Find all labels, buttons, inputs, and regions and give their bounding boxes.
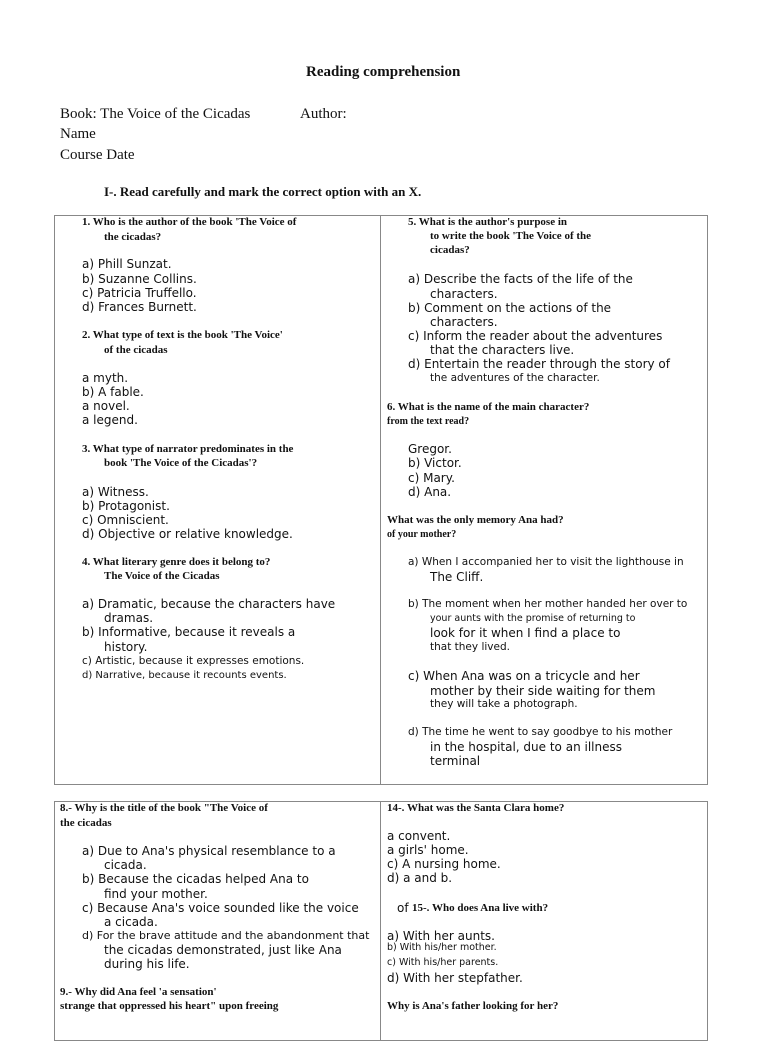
q5-option-b-cont: characters. (430, 315, 498, 329)
q7-option-d[interactable]: d) The time he went to say goodbye to his mother (408, 726, 673, 738)
name-label: Name (60, 126, 96, 142)
q8-option-d-cont: the cicadas demonstrated, just like Ana (104, 943, 342, 957)
q1-text-cont: the cicadas? (104, 231, 162, 243)
q15-text: 15-. Who does Ana live with? (412, 902, 549, 914)
q2-text: 2. What type of text is the book 'The Voice' (82, 329, 283, 341)
author-label: Author: (300, 106, 347, 122)
q7-option-b-cont3: that they lived. (430, 641, 510, 653)
q2-option-b[interactable]: b) A fable. (82, 385, 144, 399)
q5-option-d-cont: the adventures of the character. (430, 372, 600, 384)
q7-text: What was the only memory Ana had? (387, 514, 564, 526)
table-divider-2 (380, 801, 381, 1041)
q14-option-a[interactable]: a convent. (387, 829, 451, 843)
q4-option-c[interactable]: c) Artistic, because it expresses emotions. (82, 655, 305, 667)
course-date-label: Course Date (60, 147, 135, 163)
q8-text: 8.- Why is the title of the book "The Voice of (60, 802, 268, 814)
q3-text: 3. What type of narrator predominates in the (82, 443, 294, 455)
q6-text: 6. What is the name of the main character? (387, 401, 590, 413)
q3-option-a[interactable]: a) Witness. (82, 485, 149, 499)
q7-option-a-cont: The Cliff. (430, 570, 484, 584)
q4-option-b-cont: history. (104, 640, 148, 654)
q5-option-a-cont: characters. (430, 287, 498, 301)
q8-option-d-cont2: during his life. (104, 957, 190, 971)
q8-option-a-cont: cicada. (104, 858, 147, 872)
q7-option-c-cont: mother by their side waiting for them (430, 684, 656, 698)
q1-text: 1. Who is the author of the book 'The Voice of (82, 216, 297, 228)
q9-text: 9.- Why did Ana feel 'a sensation' (60, 986, 217, 998)
q8-option-c[interactable]: c) Because Ana's voice sounded like the voice (82, 901, 359, 915)
q14-text: 14-. What was the Santa Clara home? (387, 802, 565, 814)
q15-option-d[interactable]: d) With her stepfather. (387, 971, 523, 985)
book-label: Book: The Voice of the Cicadas (60, 106, 251, 122)
q5-option-c[interactable]: c) Inform the reader about the adventures (408, 329, 663, 343)
q15-prefix: of (397, 901, 409, 915)
q4-option-a-cont: dramas. (104, 611, 154, 625)
q5-option-b[interactable]: b) Comment on the actions of the (408, 301, 612, 315)
table-divider (380, 215, 381, 785)
q2-option-d[interactable]: a legend. (82, 413, 138, 427)
q9-text-cont: strange that oppressed his heart" upon freeing (60, 1000, 279, 1012)
q3-option-d[interactable]: d) Objective or relative knowledge. (82, 527, 293, 541)
q15-option-a[interactable]: a) With her aunts. (387, 929, 495, 943)
q5-text: 5. What is the author's purpose in (408, 216, 568, 228)
q6-text-cont: from the text read? (387, 416, 470, 427)
q6-option-d[interactable]: d) Ana. (408, 485, 452, 499)
q2-option-a[interactable]: a myth. (82, 371, 129, 385)
q7-option-b[interactable]: b) The moment when her mother handed her over to (408, 598, 688, 610)
q3-option-b[interactable]: b) Protagonist. (82, 499, 170, 513)
page-title: Reading comprehension (306, 64, 461, 80)
q4-text-cont: The Voice of the Cicadas (104, 570, 220, 582)
q1-option-c[interactable]: c) Patricia Truffello. (82, 286, 197, 300)
q7-option-d-cont: in the hospital, due to an illness (430, 740, 622, 754)
q8-text-cont: the cicadas (60, 817, 112, 829)
q4-option-d[interactable]: d) Narrative, because it recounts events. (82, 670, 287, 681)
q1-option-a[interactable]: a) Phill Sunzat. (82, 257, 172, 271)
q16-text: Why is Ana's father looking for her? (387, 1000, 559, 1012)
q8-option-c-cont: a cicada. (104, 915, 158, 929)
q14-option-b[interactable]: a girls' home. (387, 843, 469, 857)
q6-option-a[interactable]: Gregor. (408, 442, 452, 456)
q5-text-cont: to write the book 'The Voice of the (430, 230, 592, 242)
q1-option-b[interactable]: b) Suzanne Collins. (82, 272, 197, 286)
q14-option-d[interactable]: d) a and b. (387, 871, 453, 885)
q15-option-c[interactable]: c) With his/her parents. (387, 957, 499, 968)
q5-text-cont2: cicadas? (430, 244, 470, 256)
q8-option-b[interactable]: b) Because the cicadas helped Ana to (82, 872, 309, 886)
q8-option-b-cont: find your mother. (104, 887, 208, 901)
q7-option-b-cont: your aunts with the promise of returning to (430, 613, 636, 624)
q14-option-c[interactable]: c) A nursing home. (387, 857, 501, 871)
q7-option-b-cont2: look for it when I find a place to (430, 626, 621, 640)
q7-text-cont: of your mother? (387, 529, 457, 540)
q7-option-c[interactable]: c) When Ana was on a tricycle and her (408, 669, 640, 683)
q2-option-c[interactable]: a novel. (82, 399, 130, 413)
q2-text-cont: of the cicadas (104, 344, 168, 356)
q3-text-cont: book 'The Voice of the Cicadas'? (104, 457, 258, 469)
q15-option-b[interactable]: b) With his/her mother. (387, 942, 497, 953)
q4-text: 4. What literary genre does it belong to? (82, 556, 271, 568)
q5-option-c-cont: that the characters live. (430, 343, 575, 357)
q4-option-b[interactable]: b) Informative, because it reveals a (82, 625, 296, 639)
q6-option-b[interactable]: b) Victor. (408, 456, 462, 470)
q7-option-d-cont2: terminal (430, 754, 481, 768)
q7-option-a[interactable]: a) When I accompanied her to visit the lighthouse in (408, 556, 684, 568)
q8-option-d[interactable]: d) For the brave attitude and the abandonment that (82, 929, 370, 942)
instruction: I-. Read carefully and mark the correct option with an X. (104, 184, 422, 199)
q6-option-c[interactable]: c) Mary. (408, 471, 455, 485)
q5-option-a[interactable]: a) Describe the facts of the life of the (408, 272, 633, 286)
q3-option-c[interactable]: c) Omniscient. (82, 513, 169, 527)
q5-option-d[interactable]: d) Entertain the reader through the story of (408, 357, 670, 371)
q8-option-a[interactable]: a) Due to Ana's physical resemblance to a (82, 844, 336, 858)
q4-option-a[interactable]: a) Dramatic, because the characters have (82, 597, 336, 611)
q1-option-d[interactable]: d) Frances Burnett. (82, 300, 197, 314)
q7-option-c-cont2: they will take a photograph. (430, 698, 578, 710)
